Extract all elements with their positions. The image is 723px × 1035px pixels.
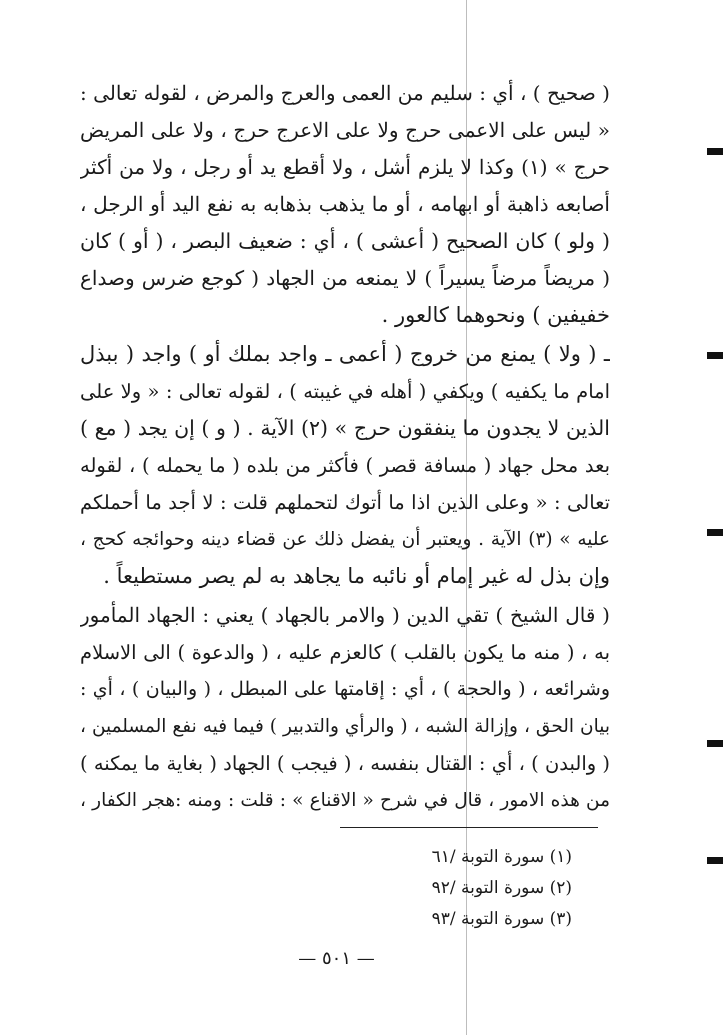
edge-tab-mark [707,529,723,536]
footnote-separator [340,827,598,828]
text-line: وإن بذل له غير إمام أو نائبه ما يجاهد به لم يصر مستطيعاً . [103,564,610,588]
body-paragraph [80,75,610,334]
body-paragraph [80,336,610,595]
text-line: الذين لا يجدون ما ينفقون حرج » (٢) الآية . ( و ) إن يجد ( مع ) [80,416,610,440]
footnote: (٣) سورة التوبة /٩٣ [431,909,572,929]
text-line: أصابعه ذاهبة أو ابهامه ، أو ما يذهب بذهابه به نفع اليد أو الرجل ، [80,192,610,216]
text-line: ( مريضاً مرضاً يسيراً ) لا يمنعه من الجهاد ( كوجع ضرس وصداع [80,266,610,290]
edge-tab-mark [707,148,723,155]
text-line: ـ ( ولا ) يمنع من خروج ( أعمى ـ واجد بملك أو ) واجد ( ببذل [80,342,610,366]
text-line: وشرائعه ، ( والحجة ) ، أي : إقامتها على المبطل ، ( والبيان ) ، أي : [80,678,610,700]
text-line: امام ما يكفيه ) ويكفي ( أهله في غيبته ) ، لقوله تعالى : « ولا على [80,380,610,403]
text-line: حرج » (١) وكذا لا يلزم أشل ، ولا أقطع يد أو رجل ، ولا من أكثر [80,155,610,179]
edge-tab-mark [707,740,723,747]
text-line: بيان الحق ، وإزالة الشبه ، ( والرأي والتدبير ) فيما فيه نفع المسلمين ، [80,716,610,737]
text-line: تعالى : « وعلى الذين اذا ما أتوك لتحملهم قلت : لا أجد ما أحملكم [80,491,610,514]
text-line: خفيفين ) ونحوهما كالعور . [381,303,610,327]
text-line: عليه » (٣) الآية . ويعتبر أن يفضل ذلك عن قضاء دينه وحوائجه كحج ، [80,529,610,550]
text-line: ( قال الشيخ ) تقي الدين ( والامر بالجهاد ) يعني : الجهاد المأمور [80,603,610,627]
footnotes [340,842,572,935]
text-line: « ليس على الاعمى حرج ولا على الاعرج حرج ، ولا على المريض [80,118,610,142]
body-paragraph [80,597,610,819]
footnote: (١) سورة التوبة /٦١ [431,847,572,867]
text-line: ( ولو ) كان الصحيح ( أعشى ) ، أي : ضعيف البصر ، ( أو ) كان [80,229,610,253]
text-line: بعد محل جهاد ( مسافة قصر ) فأكثر من بلده ( ما يحمله ) ، لقوله [80,454,610,477]
edge-tab-mark [707,857,723,864]
text-line: به ، ( منه ما يكون بالقلب ) كالعزم عليه ، ( والدعوة ) الى الاسلام [80,641,610,664]
page-number: — ٥٠١ — [298,948,375,969]
edge-tab-mark [707,352,723,359]
text-line: من هذه الامور ، قال في شرح « الاقناع » : قلت : ومنه :هجر الكفار ، [80,790,610,811]
text-line: ( صحيح ) ، أي : سليم من العمى والعرج والمرض ، لقوله تعالى : [80,81,610,105]
footnote: (٢) سورة التوبة /٩٢ [431,878,572,898]
text-line: ( والبدن ) ، أي : القتال بنفسه ، ( فيجب ) الجهاد ( بغاية ما يمكنه ) [80,752,610,775]
